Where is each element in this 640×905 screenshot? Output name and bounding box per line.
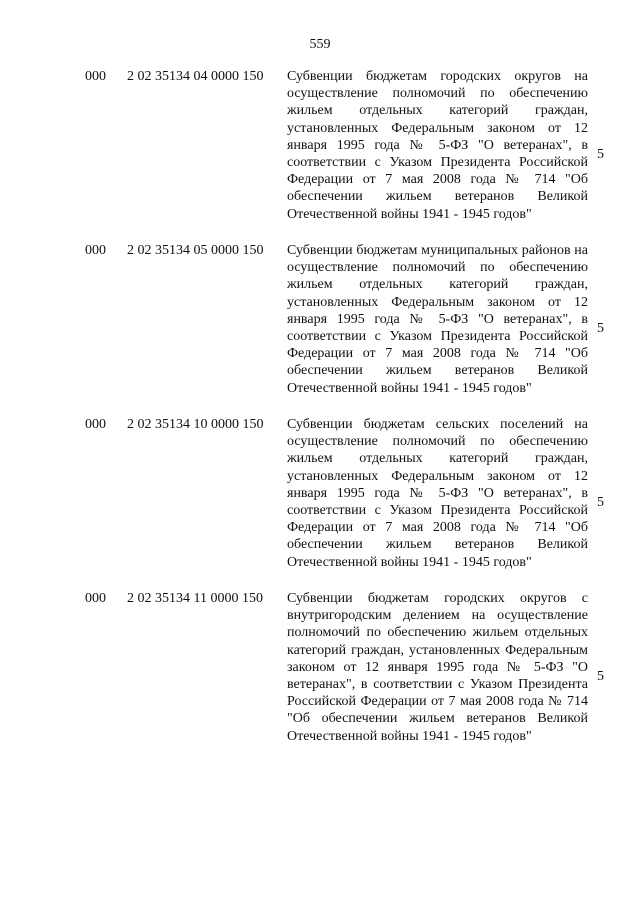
- row-amount: 5: [597, 495, 604, 510]
- admin-code: 000: [85, 69, 106, 84]
- budget-code: 2 02 35134 10 0000 150: [127, 417, 264, 432]
- row-amount: 5: [597, 669, 604, 684]
- row-amount: 5: [597, 147, 604, 162]
- budget-code: 2 02 35134 11 0000 150: [127, 591, 263, 606]
- budget-code: 2 02 35134 05 0000 150: [127, 243, 264, 258]
- budget-code: 2 02 35134 04 0000 150: [127, 69, 264, 84]
- admin-code: 000: [85, 243, 106, 258]
- admin-code: 000: [85, 417, 106, 432]
- row-description: Субвенции бюджетам муниципальных районов на осуществление полномочий по обеспечению жильем отдельных категорий граждан, установленных Федеральным законом от 12 января 1995 года № 5-ФЗ "О ветеранах", в соответствии с Указом Президента Российской Федерации от 7 мая 2008 года № 714 "Об обеспечении жильем ветеранов Великой Отечественной войны 1941 - 1945 годов": [287, 243, 588, 396]
- row-description: Субвенции бюджетам городских округов с внутригородским делением на осуществление полномочий по обеспечению жильем отдельных категорий граждан, установленных Федеральным законом от 12 января 1995 года № 5-ФЗ "О ветеранах", в соответствии с Указом Президента Российской Федерации от 7 мая 2008 года № 714 "Об обеспечении жильем ветеранов Великой Отечественной войны 1941 - 1945 годов": [287, 591, 588, 744]
- row-description: Субвенции бюджетам городских округов на осуществление полномочий по обеспечению жильем отдельных категорий граждан, установленных Федеральным законом от 12 января 1995 года № 5-ФЗ "О ветеранах", в соответствии с Указом Президента Российской Федерации от 7 мая 2008 года № 714 "Об обеспечении жильем ветеранов Великой Отечественной войны 1941 - 1945 годов": [287, 69, 588, 222]
- row-description: Субвенции бюджетам сельских поселений на осуществление полномочий по обеспечению жильем отдельных категорий граждан, установленных Федеральным законом от 12 января 1995 года № 5-ФЗ "О ветеранах", в соответствии с Указом Президента Российской Федерации от 7 мая 2008 года № 714 "Об обеспечении жильем ветеранов Великой Отечественной войны 1941 - 1945 годов": [287, 417, 588, 570]
- admin-code: 000: [85, 591, 106, 606]
- page-number: 559: [309, 37, 331, 52]
- row-amount: 5: [597, 321, 604, 336]
